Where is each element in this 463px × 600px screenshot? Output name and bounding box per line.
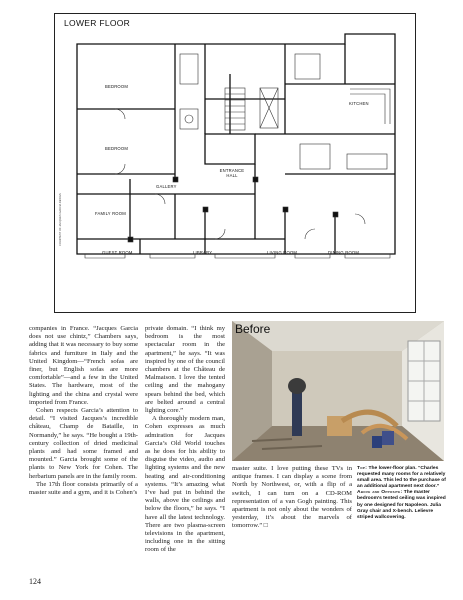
floor-plan-title: LOWER FLOOR: [64, 18, 131, 28]
floor-plan: [54, 13, 416, 313]
article-column-1: [29, 325, 138, 497]
before-photo: [232, 321, 444, 461]
before-photo-image: [232, 321, 444, 461]
article-column-3: [232, 465, 352, 531]
room-entrance-hall: ENTRANCE HALL: [219, 168, 245, 178]
room-kitchen: KITCHEN: [349, 101, 369, 106]
article-column-2: [145, 325, 225, 555]
paragraph: Cohen respects Garcia’s attention to detail. “I visited Jacques’s incredible château, Champ de Bataille, in Normandy,” he says. “He bought a 19th-century collection of dried medicinal plants and had some framed and mounted.” Garcia brought some of the plants to New York for Cohen. The herbarium panels are in the family room.: [29, 407, 138, 480]
room-living-room: LIVING ROOM: [267, 250, 298, 255]
before-label: Before: [235, 322, 271, 336]
caption-above-text: The master bedroom’s tented ceiling was inspired by one designed for Napoleon. Julia Gray chair and X-bench. Lelievre striped wallcovering.: [357, 490, 446, 520]
room-dining-room: DINING ROOM: [328, 250, 360, 255]
caption-top-label: Top:: [357, 466, 368, 471]
photo-caption: [357, 466, 449, 521]
paragraph: private domain. “I think my bedroom is the most spectacular room in the apartment,” he says. “It was inspired by one of the council chambers at the Château de Malmaison. I love the tented ceiling and the mahogany spears behind the bed, which are belted around a central lighting core.”: [145, 325, 225, 415]
page-number: 124: [29, 577, 41, 586]
room-gallery: GALLERY: [156, 184, 177, 189]
paragraph: master suite. I love putting these TVs in antique frames. I can display a scene from North by Northwest, or, with a flip of a switch, I can turn on a CD-ROM representation of a van Gogh painting. This apartment is not only about the wonders of yesterday, it’s about the marvels of tomorrow.” □: [232, 465, 352, 530]
room-family-room: FAMILY ROOM: [95, 211, 126, 216]
room-bedroom-top: BEDROOM: [105, 84, 129, 89]
room-bedroom-mid: BEDROOM: [105, 146, 129, 151]
caption-top-text: The lower-floor plan. “Charles requested many rooms for a relatively small area. This led to the purchase of an additional apartment next door.”: [357, 466, 446, 490]
room-library: LIBRARY: [193, 250, 213, 255]
paragraph: A thoroughly modern man, Cohen expresses as much admiration for Jacques Garcia’s Old World touches as he does for his ability to disguise the video, audio and lighting systems and the new heating and air-conditioning systems. “It’s amazing what I’ve had put in behind the walls, above the ceilings and below the floors,” he says. “I have all the latest technology. There are two plasma-screen televisions in the apartment, including one in the sitting room of the: [145, 415, 225, 554]
room-guest-room: GUEST ROOM: [102, 250, 133, 255]
caption-above-label: Above and Opposite:: [357, 490, 403, 496]
paragraph: The 17th floor consists primarily of a master suite and a gym, and it is Cohen’s: [29, 480, 138, 497]
floor-plan-drawing: [55, 14, 417, 314]
paragraph: companies in France. “Jacques Garcia does not use chintz,” Chambers says, adding that it was necessary to buy some fabrics and furniture in Italy and the United Kingdom—“French sofas are finer, but English sofas are more comfortable”—and a few in the United States. The hardware, most of the lighting and the china and crystal were imported from France.: [29, 325, 138, 406]
floor-plan-credit: COURTESY OF JACQUES GARCIA DESIGN: [59, 193, 62, 246]
